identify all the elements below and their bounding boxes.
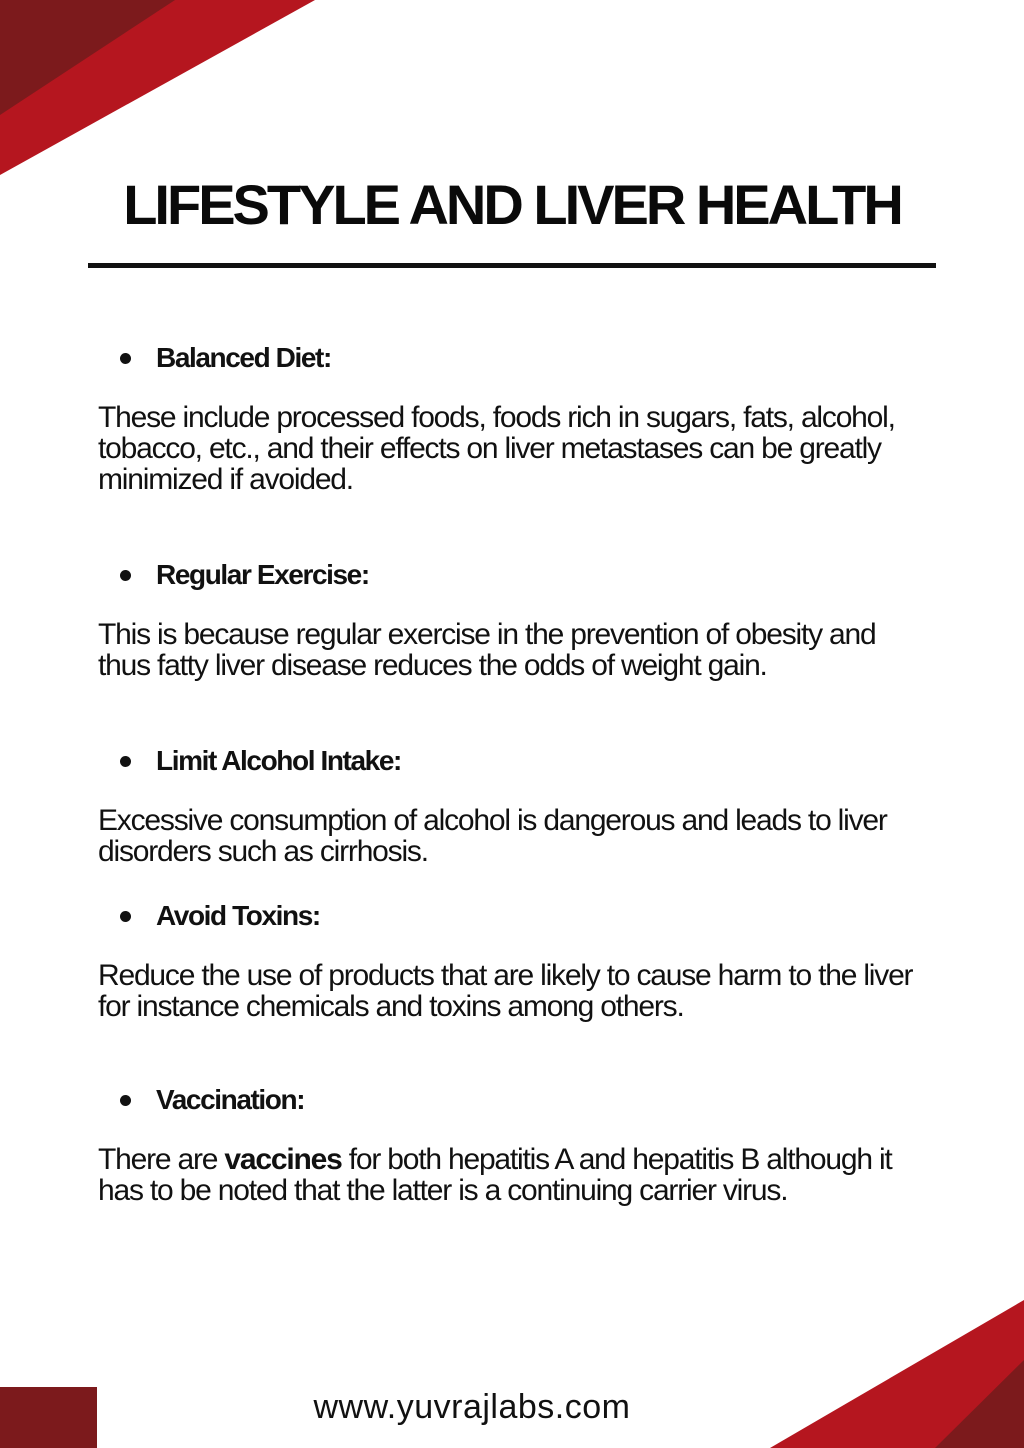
section-heading <box>98 340 928 376</box>
page-title: LIFESTYLE AND LIVER HEALTH <box>123 173 901 236</box>
bullet-icon <box>120 570 131 581</box>
section-vaccination <box>98 1082 928 1206</box>
body-bold-keyword: vaccines <box>224 1143 342 1176</box>
title-divider <box>88 263 936 268</box>
bullet-icon <box>120 756 131 767</box>
section-regular-exercise <box>98 557 928 681</box>
heading-text: Avoid Toxins: <box>156 900 320 931</box>
bullet-icon <box>120 911 131 922</box>
heading-text: Limit Alcohol Intake: <box>156 745 401 776</box>
section-balanced-diet <box>98 340 928 495</box>
section-body: Reduce the use of products that are likely to cause harm to the liver for instance chemicals and toxins among others. <box>98 959 913 1023</box>
heading-text: Balanced Diet: <box>156 342 331 373</box>
section-heading <box>98 557 928 593</box>
bullet-icon <box>120 1095 131 1106</box>
section-body: This is because regular exercise in the prevention of obesity and thus fatty liver disease reduces the odds of weight gain. <box>98 618 876 682</box>
section-body <box>98 1144 928 1206</box>
section-limit-alcohol <box>98 743 928 867</box>
body-suffix: for both hepatitis A and hepatitis B although it has to be noted that the latter is a continuing carrier virus. <box>98 1143 892 1207</box>
section-body: These include processed foods, foods rich in sugars, fats, alcohol, tobacco, etc., and their effects on liver metastases can be greatly minimized if avoided. <box>98 401 895 496</box>
section-heading <box>98 743 928 779</box>
heading-text: Vaccination: <box>156 1084 305 1115</box>
body-prefix: There are <box>98 1143 225 1176</box>
section-body: Excessive consumption of alcohol is dangerous and leads to liver disorders such as cirrhosis. <box>98 804 887 868</box>
section-avoid-toxins <box>98 898 928 1022</box>
heading-text: Regular Exercise: <box>156 559 369 590</box>
section-heading <box>98 898 928 934</box>
section-heading <box>98 1082 928 1118</box>
footer-website-url: www.yuvrajlabs.com <box>313 1388 631 1426</box>
bullet-icon <box>120 353 131 364</box>
